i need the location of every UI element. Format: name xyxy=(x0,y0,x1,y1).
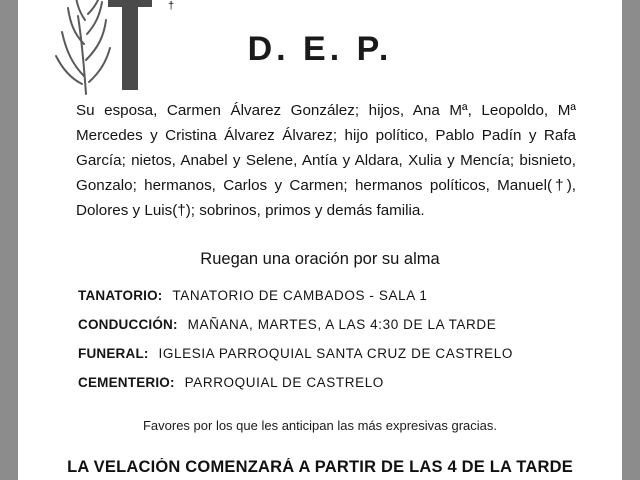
dep-heading: D. E. P. xyxy=(247,30,393,68)
obituary-card xyxy=(18,0,622,480)
prayer-line: Ruegan una oración por su alma xyxy=(200,250,440,268)
detail-row xyxy=(78,346,578,361)
detail-row xyxy=(78,375,578,390)
vigil-line: LA VELACIÓN COMENZARÁ A PARTIR DE LAS 4 DE LA TARDE xyxy=(67,458,573,476)
detail-row xyxy=(78,288,578,303)
top-cropped-text: † xyxy=(168,0,176,12)
detail-value: IGLESIA PARROQUIAL SANTA CRUZ DE CASTRELO xyxy=(158,346,513,361)
detail-row xyxy=(78,317,578,332)
detail-label: CONDUCCIÓN: xyxy=(78,317,178,332)
detail-label: FUNERAL: xyxy=(78,346,149,361)
thanks-line: Favores por los que les anticipan las más expresivas gracias. xyxy=(142,418,498,433)
service-details xyxy=(78,288,578,404)
detail-label: TANATORIO: xyxy=(78,288,163,303)
detail-value: TANATORIO DE CAMBADOS - SALA 1 xyxy=(172,288,428,303)
detail-label: CEMENTERIO: xyxy=(78,375,175,390)
family-paragraph: Su esposa, Carmen Álvarez González; hijos, Ana Mª, Leopoldo, Mª Mercedes y Cristina Álvarez Álvarez; hijo político, Pablo Padín y Rafa García; nietos, Anabel y Selene, Antía y Aldara, Xulia y Mencía; bisnieto, Gonzalo; hermanos, Carlos y Carmen; hermanos políticos, Manuel(†), Dolores y Luis(†); sobrinos, primos y demás familia. xyxy=(76,102,576,219)
detail-value: MAÑANA, MARTES, A LAS 4:30 DE LA TARDE xyxy=(187,317,497,332)
detail-value: PARROQUIAL DE CASTRELO xyxy=(184,375,384,390)
obituary-inner xyxy=(18,0,622,480)
